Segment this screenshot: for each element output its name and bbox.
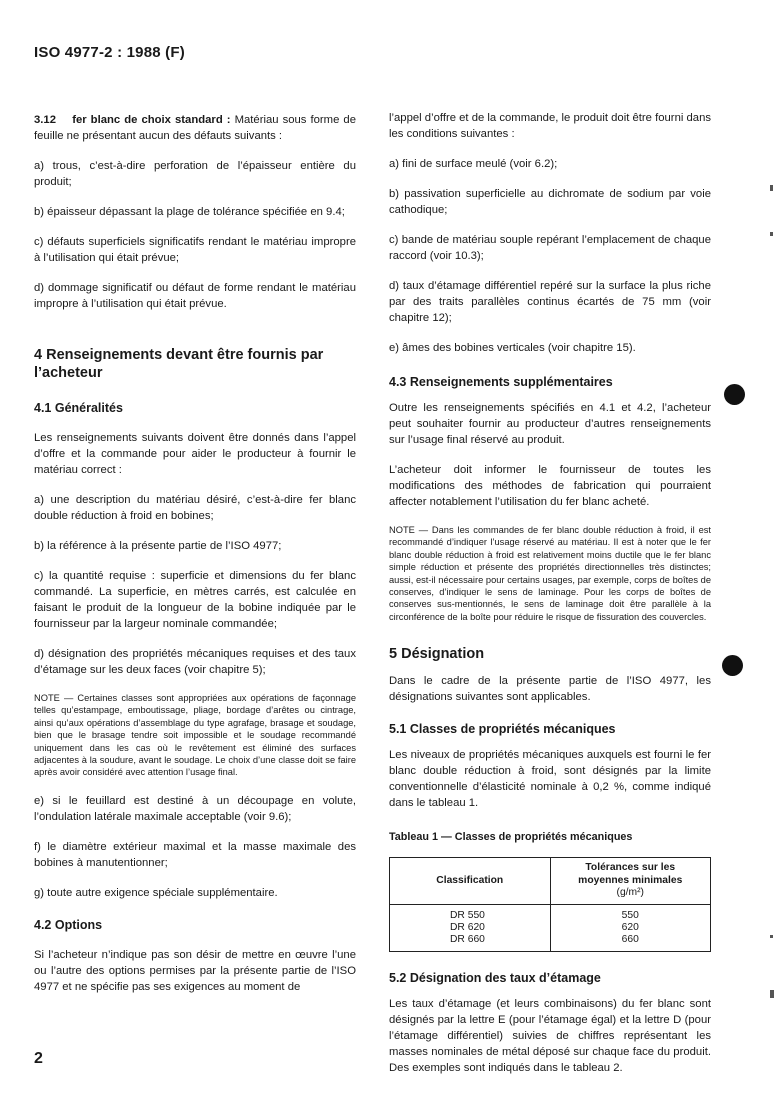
list-item: d) dommage significatif ou défaut de forme rendant le matériau impropre à l’utilisation qui était prévue. [34,282,356,310]
paragraph: Les renseignements suivants doivent être donnés dans l’appel d’offre et la commande pour aider le producteur à fournir le matériau correct : [34,432,356,476]
paragraph: Outre les renseignements spécifiés en 4.1 et 4.2, l’acheteur peut souhaiter fournir au producteur d’autres renseignements sur l’usage final réservé au produit. [389,402,711,446]
revision-mark-dot [724,384,745,405]
header-unit: (g/m²) [616,887,644,899]
section-number: 3.12 [34,114,56,126]
list-item: c) bande de matériau souple repérant l’emplacement de chaque raccord (voir 10.3); [389,234,711,262]
scan-edge-mark [770,990,774,998]
section-5-2-heading: 5.2 Désignation des taux d’étamage [389,970,601,985]
scan-edge-mark [770,185,773,191]
list-item: b) épaisseur dépassant la plage de tolérance spécifiée en 9.4; [34,206,345,218]
paragraph: Les niveaux de propriétés mécaniques auxquels est fourni le fer blanc double réduction à froid, sont désignés par la limite conventionnelle d’élasticité nominale à 0,2 %, comme indiqué dans le tableau 1. [389,749,711,810]
section-5-1-heading: 5.1 Classes de propriétés mécaniques [389,722,616,737]
list-item: d) taux d’étamage différentiel repéré sur la surface la plus riche par des traits parallèles continus écartés de 75 mm (voir chapitre 12); [389,280,711,324]
tolerance-value: 660 [621,933,639,945]
header-line: moyennes minimales [578,874,683,886]
table-caption: Tableau 1 — Classes de propriétés mécaniques [389,831,633,844]
term-label: fer blanc de choix standard : [72,114,231,126]
page-number: 2 [34,1050,43,1067]
table-row [390,904,711,951]
paragraph: L’acheteur doit informer le fournisseur de toutes les modifications des méthodes de fabrication qui pourraient affecter notablement l’utilisation du fer blanc acheté. [389,464,711,508]
list-item: d) désignation des propriétés mécaniques requises et des taux d’étamage sur les deux faces (voir chapitre 5); [34,648,356,676]
list-item: c) la quantité requise : superficie et dimensions du fer blanc commandé. La superficie, en mètres carrés, est calculée en faisant le produit de la longueur de la bobine indiquée par le fournisseur par la largeur nominale commandée; [34,570,356,630]
left-column [34,112,356,995]
list-item: b) la référence à la présente partie de l’ISO 4977; [34,540,282,552]
list-item: e) âmes des bobines verticales (voir chapitre 15). [389,342,636,354]
list-item: c) défauts superficiels significatifs rendant le matériau impropre à l’utilisation qui était prévue; [34,236,356,264]
classification-value: DR 550 [450,909,485,921]
document-header: ISO 4977-2 : 1988 (F) [34,44,185,61]
paragraph: Si l’acheteur n’indique pas son désir de mettre en œuvre l’une ou l’autre des options permises par la présente partie de l’ISO 4977 et ne spécifie pas ses exigences au moment de [34,948,356,993]
classification-value: DR 660 [450,933,485,945]
paragraph: Les taux d’étamage (et leurs combinaisons) du fer blanc sont désignés par la lettre E (pour l’étamage égal) et la lettre D (pour l’étamage différentiel) suivies de chiffres représentant les masses nominales de métal déposé sur chaque face du produit. Des exemples sont indiqués dans le tableau 2. [389,997,711,1074]
column-header-classification: Classification [390,858,551,905]
list-item: g) toute autre exigence spéciale supplémentaire. [34,886,278,899]
column-header-tolerances [550,858,711,905]
section-4-3-heading: 4.3 Renseignements supplémentaires [389,375,613,389]
classification-value: DR 620 [450,921,485,933]
section-4-2-heading: 4.2 Options [34,917,103,932]
term-definition: Matériau sous forme de feuille ne présentant aucun des défauts suivants : [34,114,356,142]
classification-cell [390,904,551,951]
tolerance-value: 620 [621,921,639,933]
list-item: e) si le feuillard est destiné à un découpage en volute, l’ondulation latérale maximale acceptable (voir 9.6); [34,794,356,823]
section-4-heading: 4 Renseignements devant être fournis par l’acheteur [34,347,324,381]
note: NOTE — Dans les commandes de fer blanc double réduction à froid, il est recommandé d’indiquer l’usage réservé au matériau. Il est à noter que le fer blanc double réduction à froid est relativement moins ductile que le fer blanc simple réduction et présente des propriétés directionnelles très distinctes; aussi, est-il nécessaire pour certains usages, par exemple, corps de boîtes de conserves, d’indiquer le sens de laminage. Pour les corps de boîtes de conserves sus-mentionnés, le sens de laminage doit être parallèle à la circonférence de la boîte pour réduire le risque de fissuration des couvercles. [389,525,711,622]
section-3-12 [34,112,356,144]
section-4-1-heading: 4.1 Généralités [34,401,123,415]
table-header-row [390,858,711,905]
header-line: Tolérances sur les [585,862,676,874]
paragraph: Dans le cadre de la présente partie de l’ISO 4977, les désignations suivantes sont applicables. [389,675,711,704]
note: NOTE — Certaines classes sont appropriées aux opérations de façonnage telles qu’estampage, emboutissage, pliage, bordage d’arêtes ou cintrage, ainsi qu’aux opérations d’assemblage du type agrafage, brasage et soudage, bien que le brasage tendre soit impossible et le soudage recommandé uniquement dans les cas où le revêtement est éliminé des surfaces adjacentes à la soudure, avant le soudage. Le choix d’une classe doit se faire après avoir considéré avec attention l’usage final. [34,693,356,778]
list-item: f) le diamètre extérieur maximal et la masse maximale des bobines à manutentionner; [34,840,356,869]
tolerance-value: 550 [621,909,639,921]
scan-edge-mark [770,935,773,938]
section-5-heading: 5 Désignation [389,646,485,663]
tolerance-cell [550,904,711,951]
scan-edge-mark [770,232,773,236]
paragraph: l’appel d’offre et de la commande, le produit doit être fourni dans les conditions suivantes : [389,112,711,140]
mechanical-properties-table [389,857,711,952]
right-column [389,110,711,1076]
list-item: a) une description du matériau désiré, c’est-à-dire fer blanc double réduction à froid en bobines; [34,494,356,522]
list-item: b) passivation superficielle au dichromate de sodium par voie cathodique; [389,188,711,216]
revision-mark-dot [722,655,743,676]
list-item: a) trous, c’est-à-dire perforation de l’épaisseur entière du produit; [34,160,356,188]
list-item: a) fini de surface meulé (voir 6.2); [389,158,558,170]
